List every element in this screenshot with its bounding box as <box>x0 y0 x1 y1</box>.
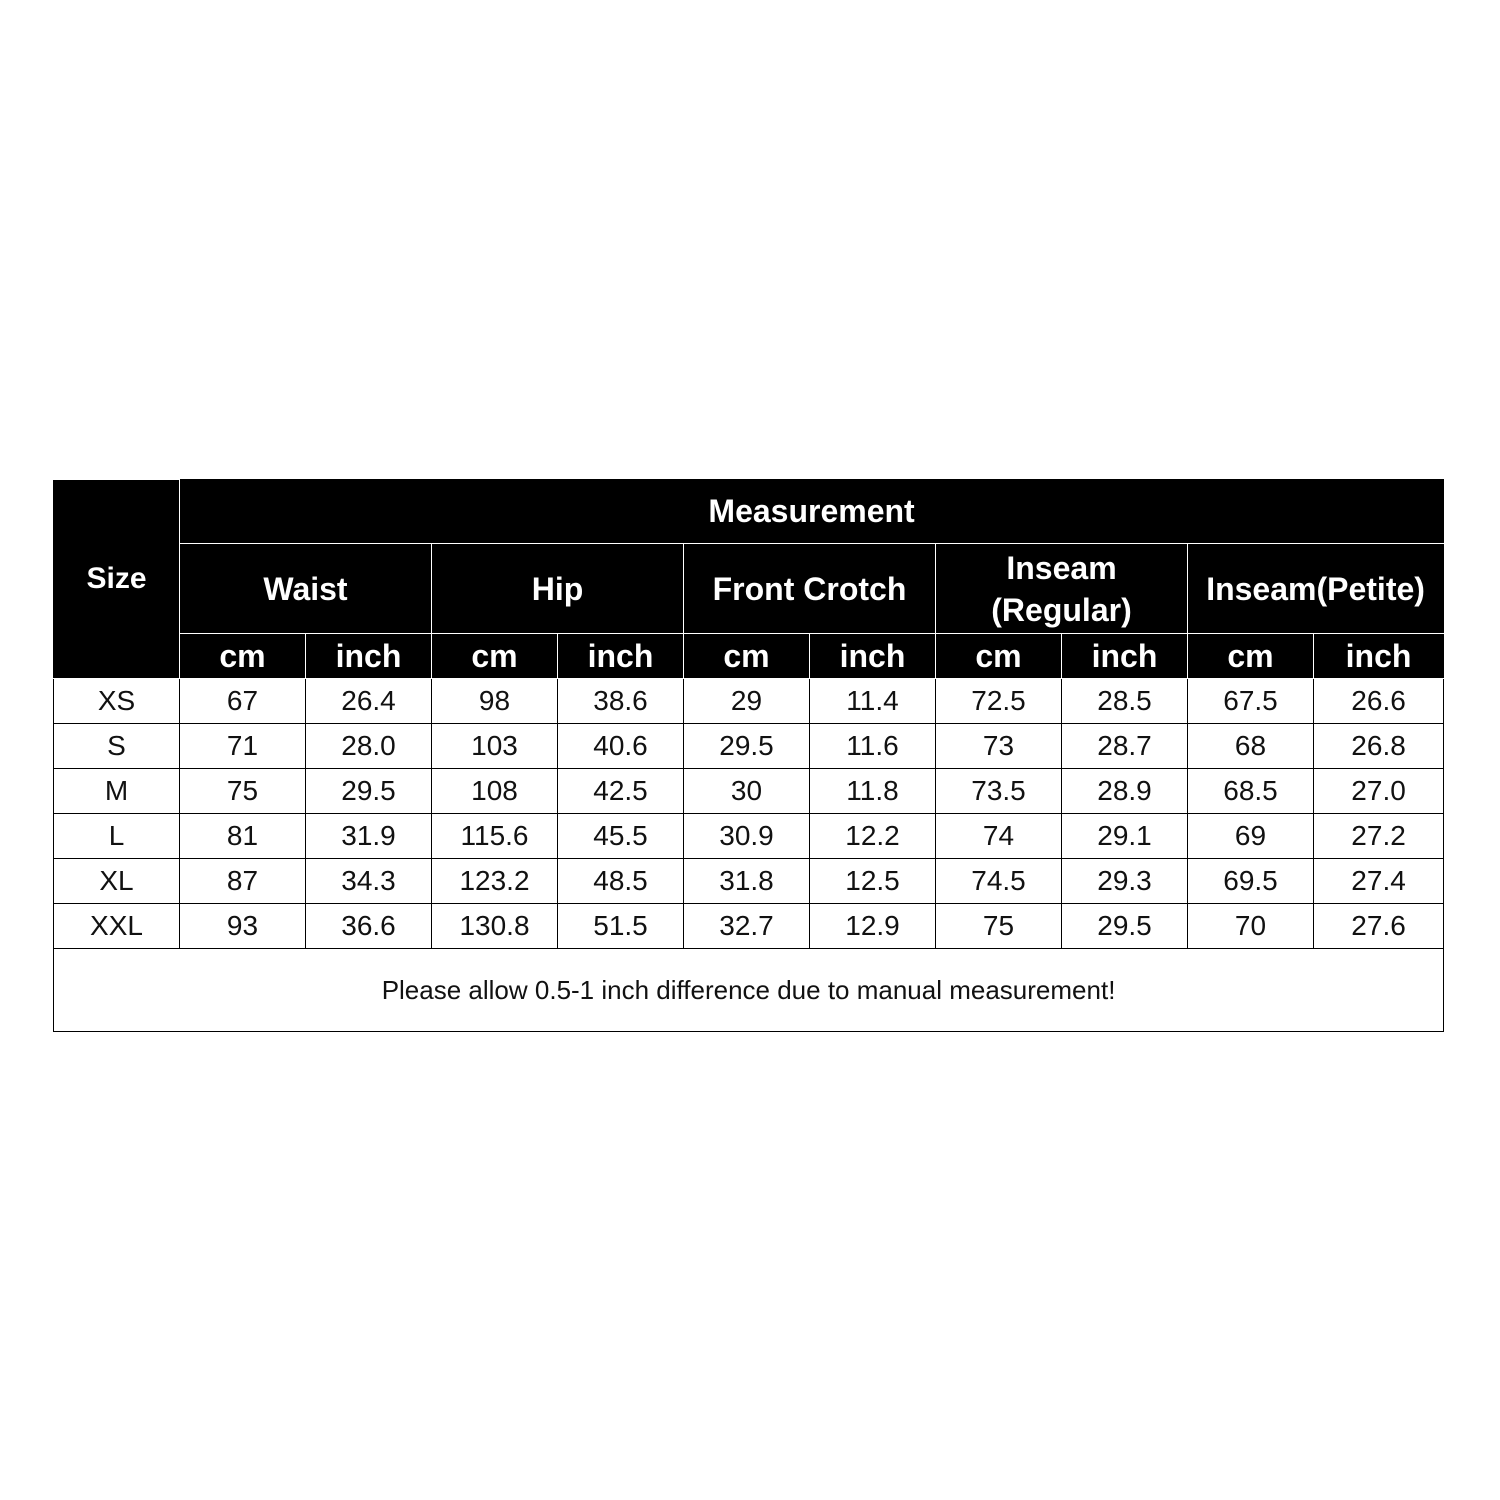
measurement-cell: 74.5 <box>936 859 1062 904</box>
size-cell: M <box>54 769 180 814</box>
measurement-group-header: Front Crotch <box>684 544 936 634</box>
measurement-cell: 11.6 <box>810 724 936 769</box>
measurement-cell: 130.8 <box>432 904 558 949</box>
measurement-cell: 27.6 <box>1314 904 1444 949</box>
measurement-cell: 68.5 <box>1188 769 1314 814</box>
size-cell: L <box>54 814 180 859</box>
measurement-cell: 42.5 <box>558 769 684 814</box>
measurement-cell: 27.0 <box>1314 769 1444 814</box>
measurement-group-header: Inseam (Regular) <box>936 544 1188 634</box>
table-row <box>54 724 1444 769</box>
measurement-cell: 40.6 <box>558 724 684 769</box>
measurement-cell: 30 <box>684 769 810 814</box>
measurement-cell: 32.7 <box>684 904 810 949</box>
measurement-cell: 45.5 <box>558 814 684 859</box>
measurement-cell: 81 <box>180 814 306 859</box>
measurement-cell: 34.3 <box>306 859 432 904</box>
measurement-cell: 68 <box>1188 724 1314 769</box>
table-header <box>54 480 1444 679</box>
measurement-cell: 31.8 <box>684 859 810 904</box>
unit-header: cm <box>1188 634 1314 679</box>
measurement-cell: 12.9 <box>810 904 936 949</box>
header-row-groups <box>54 544 1444 634</box>
measurement-cell: 69 <box>1188 814 1314 859</box>
measurement-cell: 29.5 <box>684 724 810 769</box>
header-row-measurement <box>54 480 1444 544</box>
measurement-cell: 93 <box>180 904 306 949</box>
table-body <box>54 679 1444 1032</box>
measurement-cell: 75 <box>180 769 306 814</box>
table-row <box>54 769 1444 814</box>
measurement-cell: 28.0 <box>306 724 432 769</box>
size-chart-table <box>53 479 1444 1032</box>
header-row-units <box>54 634 1444 679</box>
size-cell: XXL <box>54 904 180 949</box>
measurement-cell: 29 <box>684 679 810 724</box>
measurement-cell: 71 <box>180 724 306 769</box>
measurement-cell: 108 <box>432 769 558 814</box>
measurement-cell: 67.5 <box>1188 679 1314 724</box>
measurement-cell: 12.5 <box>810 859 936 904</box>
unit-header: cm <box>180 634 306 679</box>
measurement-cell: 67 <box>180 679 306 724</box>
measurement-group-header: Waist <box>180 544 432 634</box>
measurement-cell: 70 <box>1188 904 1314 949</box>
measurement-cell: 28.7 <box>1062 724 1188 769</box>
measurement-cell: 29.1 <box>1062 814 1188 859</box>
measurement-cell: 103 <box>432 724 558 769</box>
measurement-cell: 115.6 <box>432 814 558 859</box>
measurement-cell: 27.2 <box>1314 814 1444 859</box>
measurement-cell: 11.4 <box>810 679 936 724</box>
measurement-cell: 28.5 <box>1062 679 1188 724</box>
unit-header: inch <box>810 634 936 679</box>
measurement-cell: 29.3 <box>1062 859 1188 904</box>
unit-header: cm <box>432 634 558 679</box>
table-row <box>54 859 1444 904</box>
measurement-cell: 30.9 <box>684 814 810 859</box>
table-row <box>54 904 1444 949</box>
measurement-group-header: Hip <box>432 544 684 634</box>
measurement-cell: 98 <box>432 679 558 724</box>
size-cell: XS <box>54 679 180 724</box>
measurement-cell: 74 <box>936 814 1062 859</box>
measurement-cell: 29.5 <box>306 769 432 814</box>
measurement-cell: 123.2 <box>432 859 558 904</box>
measurement-cell: 72.5 <box>936 679 1062 724</box>
measurement-cell: 51.5 <box>558 904 684 949</box>
measurement-cell: 36.6 <box>306 904 432 949</box>
measurement-header: Measurement <box>180 480 1444 544</box>
note-row <box>54 949 1444 1032</box>
measurement-cell: 73.5 <box>936 769 1062 814</box>
unit-header: inch <box>306 634 432 679</box>
measurement-note: Please allow 0.5-1 inch difference due to manual measurement! <box>54 949 1444 1032</box>
table-row <box>54 814 1444 859</box>
measurement-cell: 29.5 <box>1062 904 1188 949</box>
size-cell: S <box>54 724 180 769</box>
table-row <box>54 679 1444 724</box>
unit-header: inch <box>558 634 684 679</box>
unit-header: inch <box>1062 634 1188 679</box>
unit-header: inch <box>1314 634 1444 679</box>
measurement-cell: 12.2 <box>810 814 936 859</box>
measurement-cell: 87 <box>180 859 306 904</box>
measurement-cell: 28.9 <box>1062 769 1188 814</box>
measurement-group-header: Inseam(Petite) <box>1188 544 1444 634</box>
measurement-cell: 11.8 <box>810 769 936 814</box>
size-cell: XL <box>54 859 180 904</box>
measurement-cell: 26.6 <box>1314 679 1444 724</box>
unit-header: cm <box>684 634 810 679</box>
measurement-cell: 26.4 <box>306 679 432 724</box>
measurement-cell: 75 <box>936 904 1062 949</box>
unit-header: cm <box>936 634 1062 679</box>
measurement-cell: 48.5 <box>558 859 684 904</box>
measurement-cell: 26.8 <box>1314 724 1444 769</box>
measurement-cell: 73 <box>936 724 1062 769</box>
measurement-cell: 69.5 <box>1188 859 1314 904</box>
measurement-cell: 38.6 <box>558 679 684 724</box>
measurement-cell: 31.9 <box>306 814 432 859</box>
size-column-header: Size <box>54 480 180 679</box>
measurement-cell: 27.4 <box>1314 859 1444 904</box>
